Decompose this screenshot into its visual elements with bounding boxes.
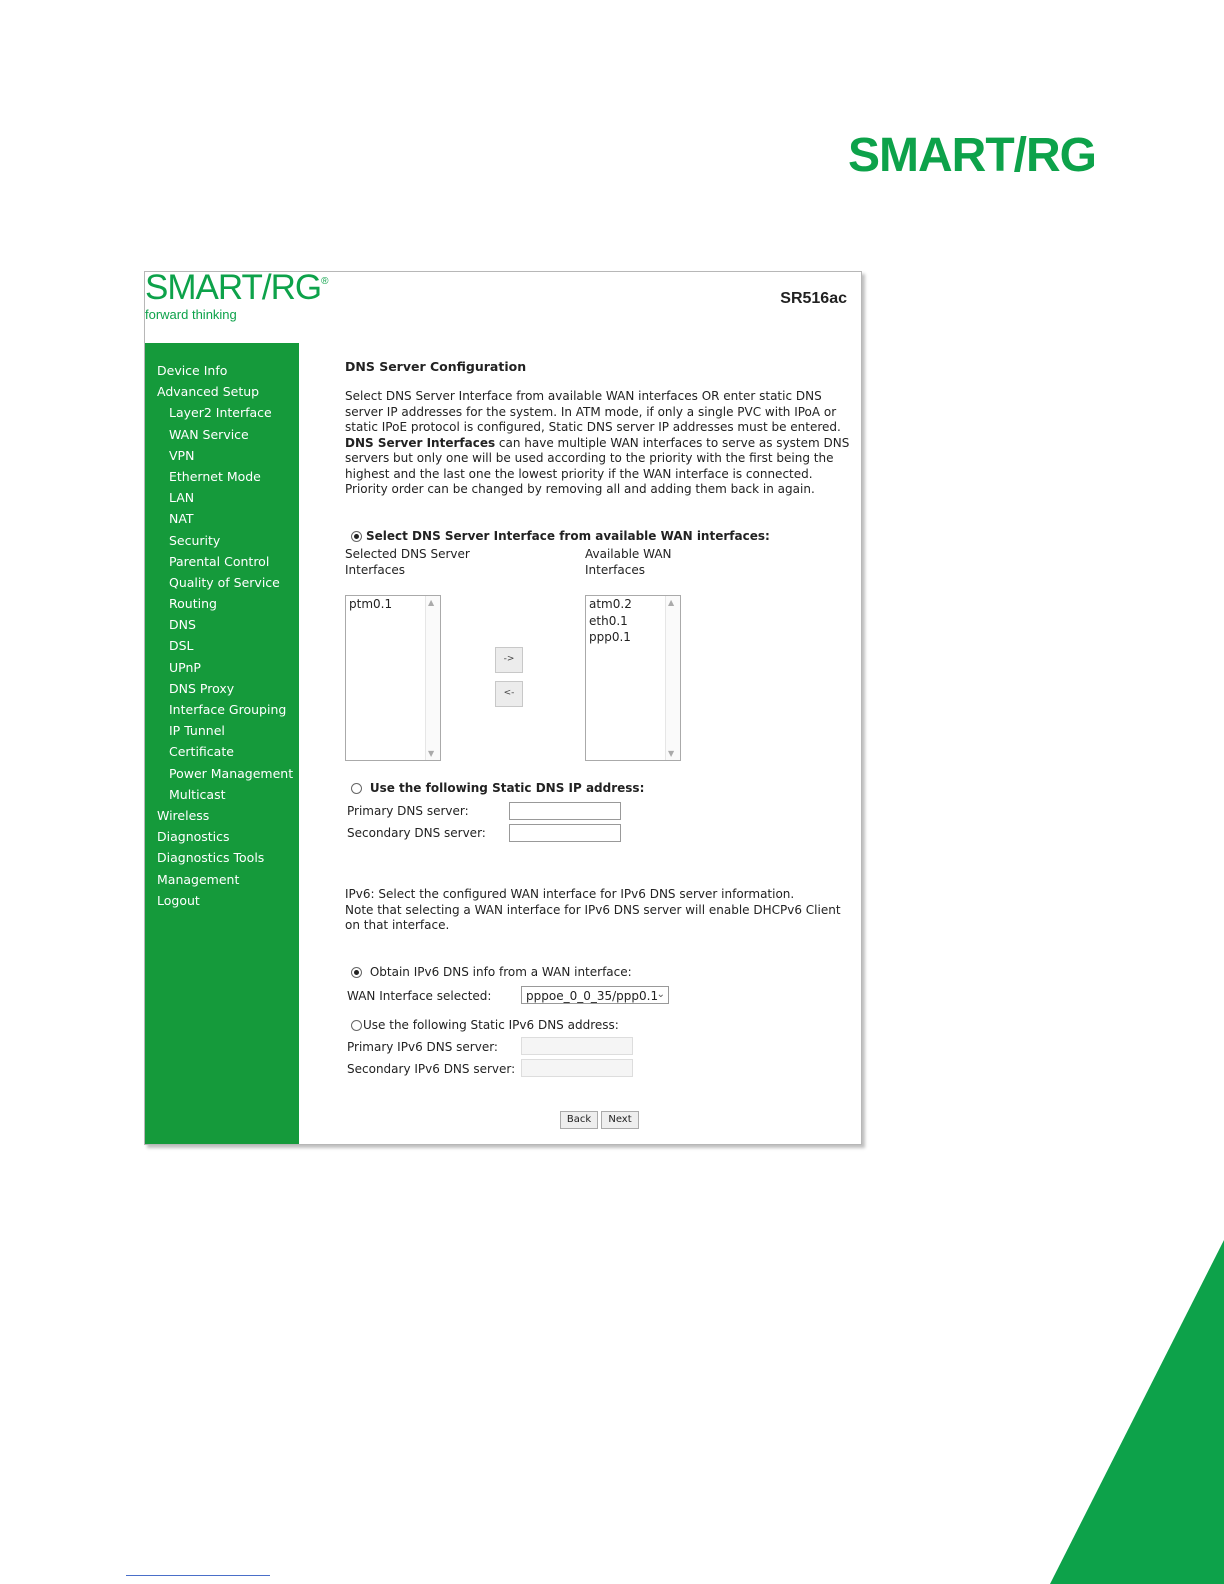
router-tagline: forward thinking [145, 307, 237, 322]
intro-text-1: Select DNS Server Interface from available WAN interfaces OR enter static DNS server IP addresses for the system. In ATM mode, if only a single PVC with IPoA or static IPoE protocol is configured, Static DNS server IP addresses must be entered. [345, 389, 841, 434]
sidebar-item-security[interactable]: Security [169, 532, 221, 548]
sidebar-item-wan-service[interactable]: WAN Service [169, 426, 249, 442]
primary-dns-label: Primary DNS server: [347, 804, 469, 818]
primary-dns-input[interactable] [509, 802, 621, 820]
ipv6-text-line-2: Note that selecting a WAN interface for IPv6 DNS server will enable DHCPv6 Client on that interface. [345, 902, 841, 932]
next-button[interactable]: Next [601, 1111, 639, 1129]
available-list-scrollbar[interactable] [665, 596, 680, 760]
main-content [299, 343, 861, 1144]
available-header-line-2: Interfaces [585, 562, 645, 577]
select-interface-radio[interactable] [351, 531, 362, 542]
decorative-green-wedge [1050, 1240, 1224, 1584]
static-dns-label: Use the following Static DNS IP address: [369, 781, 645, 795]
obtain-ipv6-option [351, 965, 632, 979]
list-option[interactable]: ptm0.1 [349, 597, 393, 611]
wan-interface-label: WAN Interface selected: [347, 989, 492, 1003]
selected-dns-listbox[interactable] [345, 595, 441, 761]
scroll-up-icon: ▲ [668, 598, 675, 607]
sidebar-item-parental-control[interactable]: Parental Control [169, 553, 270, 569]
sidebar-item-layer2-interface[interactable]: Layer2 Interface [169, 405, 272, 421]
sidebar-item-vpn[interactable]: VPN [169, 447, 195, 463]
sidebar-nav [145, 360, 299, 911]
secondary-ipv6-label: Secondary IPv6 DNS server: [347, 1062, 516, 1076]
list-option[interactable]: eth0.1 [589, 613, 628, 628]
move-right-button[interactable]: -> [495, 647, 523, 673]
wan-interface-select[interactable] [521, 986, 669, 1004]
sidebar [145, 343, 299, 1144]
page-title: DNS Server Configuration [345, 359, 527, 374]
selected-header-line-1: Selected DNS Server [345, 547, 470, 561]
available-list-header [585, 547, 672, 578]
router-screenshot [144, 271, 862, 1145]
available-header-line-1: Available WAN [585, 547, 672, 561]
scroll-down-icon: ▼ [668, 749, 675, 758]
sidebar-item-diagnostics[interactable]: Diagnostics [157, 829, 230, 845]
intro-text [345, 389, 850, 498]
page-brand-logo: SMART/RG [848, 129, 1096, 182]
sidebar-item-multicast[interactable]: Multicast [169, 786, 226, 802]
sidebar-item-dns-proxy[interactable]: DNS Proxy [169, 680, 235, 696]
chevron-down-icon: ⌄ [656, 989, 665, 1000]
available-wan-listbox[interactable] [585, 595, 681, 761]
secondary-dns-input[interactable] [509, 824, 621, 842]
obtain-ipv6-label: Obtain IPv6 DNS info from a WAN interface: [369, 965, 632, 979]
list-option[interactable]: ppp0.1 [589, 630, 631, 644]
model-name: SR516ac [780, 290, 847, 307]
sidebar-item-interface-grouping[interactable]: Interface Grouping [169, 702, 287, 717]
move-left-button[interactable]: <- [495, 681, 523, 707]
back-button[interactable]: Back [560, 1111, 598, 1129]
scroll-up-icon: ▲ [428, 598, 435, 607]
static-dns-radio[interactable] [351, 783, 362, 794]
intro-text-2: can have multiple WAN interfaces to serve as system DNS servers but only one will be used according to the priority with the first being the highest and the last one the lowest priority if the WAN interface is connected. Priority order can be changed by removing all and adding them back in again. [345, 435, 850, 496]
sidebar-item-certificate[interactable]: Certificate [169, 744, 234, 760]
sidebar-item-ip-tunnel[interactable]: IP Tunnel [169, 723, 225, 739]
static-ipv6-label: Use the following Static IPv6 DNS address: [363, 1018, 619, 1032]
intro-bold-text: DNS Server Interfaces [345, 435, 496, 450]
selected-list-scrollbar[interactable] [425, 596, 440, 760]
sidebar-item-diagnostics-tools[interactable]: Diagnostics Tools [157, 850, 265, 866]
secondary-dns-label: Secondary DNS server: [347, 826, 486, 840]
sidebar-item-lan[interactable]: LAN [169, 490, 195, 506]
sidebar-item-nat[interactable]: NAT [169, 511, 194, 527]
sidebar-item-advanced-setup[interactable]: Advanced Setup [157, 384, 260, 400]
static-dns-option [351, 781, 644, 795]
registered-mark: ® [321, 276, 328, 287]
footer-link-underline [126, 1575, 270, 1576]
list-option[interactable]: atm0.2 [589, 597, 632, 611]
scroll-down-icon: ▼ [428, 749, 435, 758]
sidebar-item-management[interactable]: Management [157, 871, 240, 887]
static-ipv6-radio[interactable] [351, 1020, 362, 1031]
sidebar-item-quality-of-service[interactable]: Quality of Service [169, 574, 280, 590]
primary-ipv6-label: Primary IPv6 DNS server: [347, 1040, 498, 1054]
select-interface-option [351, 529, 770, 543]
ipv6-text-line-1: IPv6: Select the configured WAN interface for IPv6 DNS server information. [345, 887, 795, 901]
selected-header-line-2: Interfaces [345, 562, 405, 577]
sidebar-item-routing[interactable]: Routing [169, 596, 217, 612]
static-ipv6-option [351, 1018, 619, 1032]
router-logo-text: SMART/RG [145, 271, 322, 307]
obtain-ipv6-radio[interactable] [351, 967, 362, 978]
select-interface-label: Select DNS Server Interface from available WAN interfaces: [366, 529, 770, 543]
sidebar-item-ethernet-mode[interactable]: Ethernet Mode [169, 468, 261, 484]
sidebar-item-logout[interactable]: Logout [157, 892, 200, 908]
sidebar-item-wireless[interactable]: Wireless [157, 807, 210, 823]
sidebar-item-dsl[interactable]: DSL [169, 638, 194, 654]
wan-interface-value: pppoe_0_0_35/ppp0.1 [526, 989, 659, 1003]
sidebar-item-dns[interactable]: DNS [169, 617, 196, 633]
selected-list-header [345, 547, 470, 578]
primary-ipv6-input[interactable] [521, 1037, 633, 1055]
router-logo [145, 271, 327, 308]
ipv6-info-text [345, 887, 855, 934]
secondary-ipv6-input[interactable] [521, 1059, 633, 1077]
sidebar-item-upnp[interactable]: UPnP [169, 659, 201, 675]
sidebar-item-device-info[interactable]: Device Info [157, 363, 228, 378]
sidebar-item-power-management[interactable]: Power Management [169, 765, 294, 781]
